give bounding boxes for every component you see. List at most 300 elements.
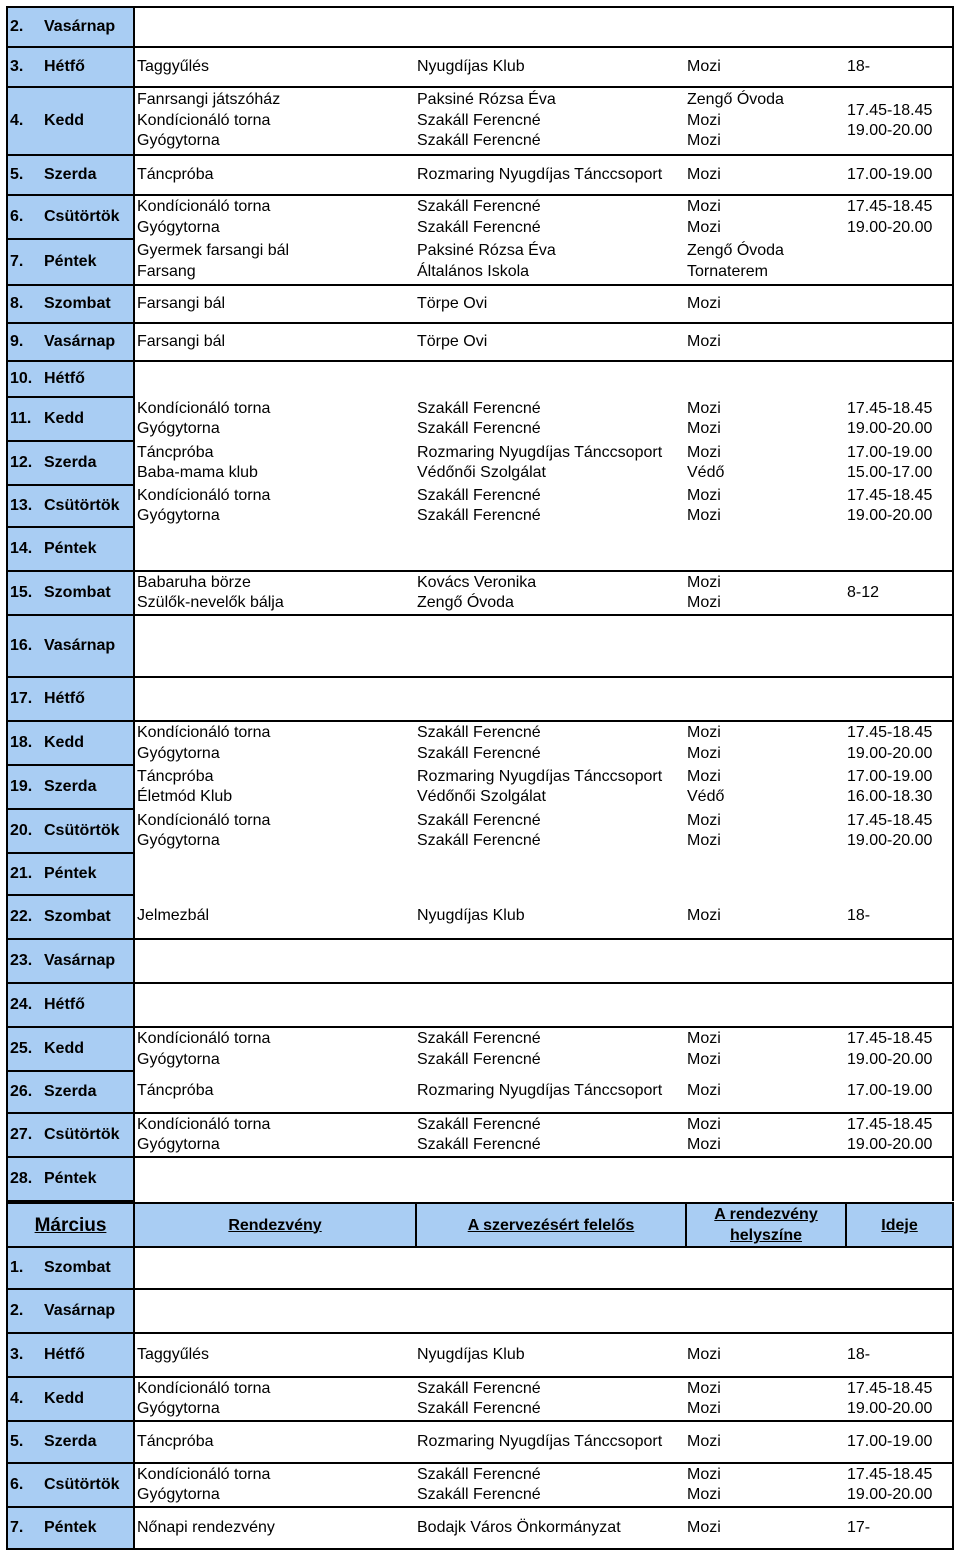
- day-cell: [7, 1463, 134, 1507]
- event-name: Taggyűlés: [137, 57, 210, 75]
- time: 18-: [847, 907, 871, 925]
- venue: Mozi: [687, 811, 721, 829]
- venue-column: [685, 165, 845, 186]
- events-grid: [135, 399, 952, 440]
- organizer-column: [415, 1115, 685, 1156]
- event-name-column: [135, 197, 415, 238]
- organizer: Szakáll Ferencné: [417, 420, 541, 437]
- venue: Mozi: [687, 1345, 721, 1363]
- day-number: 12.: [10, 454, 33, 471]
- event-name: Kondícionáló torna: [137, 399, 271, 417]
- day-number: 4.: [10, 1390, 24, 1407]
- day-cell: [7, 1289, 134, 1333]
- day-name: Szombat: [44, 295, 111, 312]
- venue: Mozi: [687, 724, 721, 741]
- time: 19.00-20.00: [847, 420, 933, 437]
- venue: Mozi: [687, 57, 721, 75]
- time: 17.45-18.45: [847, 1030, 933, 1047]
- events-grid: [135, 723, 952, 764]
- events-cell: [134, 323, 953, 361]
- events-cell: [134, 155, 953, 195]
- organizer-column: [415, 197, 685, 238]
- day-cell: [7, 809, 134, 853]
- events-cell: [134, 1071, 953, 1113]
- day-row: [7, 1289, 953, 1333]
- day-cell: [7, 1113, 134, 1157]
- venue-column: [685, 1518, 845, 1539]
- day-cell: [7, 853, 134, 895]
- day-number: 8.: [10, 295, 24, 312]
- venue: Mozi: [687, 294, 721, 312]
- time: 19.00-20.00: [847, 1050, 933, 1068]
- events-cell: [134, 239, 953, 285]
- day-name: Péntek: [44, 540, 97, 557]
- day-row: [7, 485, 953, 527]
- time-column: [845, 1432, 952, 1453]
- organizer-column: [415, 1379, 685, 1420]
- day-cell: [7, 47, 134, 87]
- organizer-column: [415, 165, 685, 186]
- day-cell: [7, 721, 134, 765]
- events-cell: [134, 1113, 953, 1157]
- event-name-column: [135, 1345, 415, 1366]
- event-name: Kondícionáló torna: [137, 1115, 271, 1133]
- events-grid: [135, 906, 952, 927]
- event-name: Baba-mama klub: [137, 464, 258, 481]
- day-number: 16.: [10, 637, 33, 654]
- day-name: Kedd: [44, 1390, 84, 1407]
- day-name: Szerda: [44, 454, 97, 471]
- day-cell: [7, 895, 134, 939]
- organizer: Szakáll Ferencné: [417, 1465, 541, 1483]
- day-number: 22.: [10, 908, 33, 925]
- organizer: Paksiné Rózsa Éva: [417, 91, 556, 109]
- organizer: Kovács Veronika: [417, 573, 537, 591]
- time: 17.45-18.45: [847, 198, 933, 215]
- time-column: [845, 583, 952, 604]
- event-name: Gyógytorna: [137, 1050, 220, 1068]
- venue-column: [685, 1345, 845, 1366]
- organizer: Paksiné Rózsa Éva: [417, 242, 556, 259]
- venue: Védő: [687, 464, 725, 481]
- venue-column: [685, 1081, 845, 1102]
- day-cell: [7, 285, 134, 323]
- march-table: [6, 1202, 954, 1550]
- day-number: 7.: [10, 1519, 24, 1536]
- day-number: 13.: [10, 497, 33, 514]
- events-cell: [134, 983, 953, 1027]
- organizer: Bodajk Város Önkormányzat: [417, 1518, 621, 1536]
- event-name-column: [135, 723, 415, 764]
- event-name-column: [135, 1115, 415, 1156]
- time-column: [845, 723, 952, 764]
- day-row: [7, 939, 953, 983]
- day-number: 23.: [10, 952, 33, 969]
- events-grid: [135, 1379, 952, 1420]
- event-name-column: [135, 486, 415, 527]
- event-name-column: [135, 1081, 415, 1102]
- time-column: [845, 399, 952, 440]
- event-schedule-sheet: [6, 6, 954, 1550]
- day-cell: [7, 1247, 134, 1289]
- day-number: 28.: [10, 1170, 33, 1187]
- venue: Mozi: [687, 907, 721, 925]
- march-header-row: [7, 1203, 953, 1247]
- day-row: [7, 1247, 953, 1289]
- day-number: 14.: [10, 540, 33, 557]
- event-name: Nőnapi rendezvény: [137, 1518, 275, 1536]
- time: 19.00-20.00: [847, 507, 933, 524]
- day-cell: [7, 1377, 134, 1421]
- day-row: [7, 1377, 953, 1421]
- day-cell: [7, 361, 134, 397]
- event-name: Farsangi bál: [137, 332, 226, 350]
- day-cell: [7, 1027, 134, 1071]
- february-table: [6, 6, 954, 1202]
- day-number: 6.: [10, 208, 24, 225]
- day-number: 19.: [10, 778, 33, 795]
- event-name: Gyógytorna: [137, 1400, 220, 1417]
- venue-column: [685, 1115, 845, 1156]
- day-row: [7, 571, 953, 615]
- events-grid: [135, 767, 952, 808]
- day-name: Vasárnap: [44, 637, 116, 654]
- events-cell: [134, 1333, 953, 1377]
- venue-column: [685, 1379, 845, 1420]
- organizer: Zengő Óvoda: [417, 594, 514, 611]
- time: 17.45-18.45: [847, 724, 933, 741]
- time-column: [845, 165, 952, 186]
- events-grid: [135, 443, 952, 484]
- events-grid: [135, 241, 952, 282]
- time: 17.00-19.00: [847, 767, 933, 785]
- venue-column: [685, 197, 845, 238]
- event-name: Kondícionáló torna: [137, 198, 271, 215]
- day-name: Csütörtök: [44, 208, 120, 225]
- organizer: Rozmaring Nyugdíjas Tánccsoport: [417, 767, 663, 785]
- organizer: Védőnői Szolgálat: [417, 464, 546, 481]
- events-cell: [134, 1157, 953, 1201]
- organizer: Szakáll Ferencné: [417, 486, 541, 504]
- event-name: Táncpróba: [137, 1432, 214, 1450]
- organizer: Szakáll Ferencné: [417, 198, 541, 215]
- events-cell: [134, 677, 953, 721]
- event-name: Szülők-nevelők bálja: [137, 594, 284, 611]
- time: 17.45-18.45: [847, 1379, 933, 1397]
- event-name-column: [135, 57, 415, 78]
- event-name-column: [135, 399, 415, 440]
- organizer: Szakáll Ferencné: [417, 132, 541, 150]
- day-number: 3.: [10, 58, 24, 75]
- venue: Mozi: [687, 399, 721, 417]
- time: 17.45-18.45: [847, 811, 933, 829]
- day-row: [7, 1333, 953, 1377]
- events-cell: [134, 1421, 953, 1463]
- day-row: [7, 983, 953, 1027]
- event-name-column: [135, 1518, 415, 1539]
- organizer-column: [415, 573, 685, 614]
- day-cell: [7, 397, 134, 441]
- day-name: Hétfő: [44, 370, 85, 387]
- header-venue: A rendezvény helyszíne: [686, 1203, 846, 1247]
- time: 19.00-20.00: [847, 1486, 933, 1503]
- day-cell: [7, 87, 134, 155]
- day-row: [7, 1507, 953, 1549]
- organizer-column: [415, 906, 685, 927]
- events-cell: [134, 87, 953, 155]
- event-name: Taggyűlés: [137, 1345, 210, 1363]
- organizer: Szakáll Ferencné: [417, 1486, 541, 1503]
- venue: Mozi: [687, 1082, 721, 1100]
- event-name-column: [135, 241, 415, 282]
- venue: Mozi: [687, 332, 721, 350]
- event-name: Babaruha börze: [137, 573, 251, 591]
- day-row: [7, 1071, 953, 1113]
- day-name: Szerda: [44, 1433, 97, 1450]
- event-name: Gyógytorna: [137, 132, 220, 150]
- events-grid: [135, 332, 952, 353]
- organizer: Rozmaring Nyugdíjas Tánccsoport: [417, 1432, 663, 1450]
- events-cell: [134, 1247, 953, 1289]
- day-name: Vasárnap: [44, 18, 116, 35]
- time: 17.45-18.45: [847, 101, 933, 119]
- day-number: 10.: [10, 370, 33, 387]
- venue: Mozi: [687, 767, 721, 785]
- venue: Mozi: [687, 1518, 721, 1536]
- time: 15.00-17.00: [847, 464, 933, 481]
- events-cell: [134, 1507, 953, 1549]
- events-grid: [135, 486, 952, 527]
- events-cell: [134, 485, 953, 527]
- day-name: Csütörtök: [44, 1476, 120, 1493]
- event-name: Táncpróba: [137, 767, 214, 785]
- time: 17-: [847, 1518, 871, 1536]
- events-cell: [134, 809, 953, 853]
- day-name: Péntek: [44, 865, 97, 882]
- day-name: Péntek: [44, 1519, 97, 1536]
- day-name: Szombat: [44, 584, 111, 601]
- venue-column: [685, 723, 845, 764]
- venue-column: [685, 332, 845, 353]
- organizer: Szakáll Ferencné: [417, 1050, 541, 1068]
- venue: Mozi: [687, 1379, 721, 1397]
- venue-column: [685, 1465, 845, 1506]
- day-cell: [7, 195, 134, 239]
- day-row: [7, 155, 953, 195]
- events-cell: [134, 527, 953, 571]
- venue: Mozi: [687, 165, 721, 183]
- event-name: Kondícionáló torna: [137, 1465, 271, 1483]
- day-cell: [7, 1157, 134, 1201]
- organizer: Szakáll Ferencné: [417, 218, 541, 236]
- time-column: [845, 906, 952, 927]
- venue: Mozi: [687, 1030, 721, 1047]
- event-name: Jelmezbál: [137, 907, 210, 925]
- venue: Mozi: [687, 132, 721, 150]
- organizer: Szakáll Ferencné: [417, 724, 541, 741]
- organizer: Szakáll Ferencné: [417, 1115, 541, 1133]
- day-name: Csütörtök: [44, 822, 120, 839]
- venue-column: [685, 486, 845, 527]
- organizer: Védőnői Szolgálat: [417, 788, 546, 805]
- event-name: Kondícionáló torna: [137, 811, 271, 829]
- day-cell: [7, 485, 134, 527]
- venue-column: [685, 294, 845, 315]
- organizer: Szakáll Ferencné: [417, 507, 541, 524]
- event-name: Farsangi bál: [137, 294, 226, 312]
- day-number: 7.: [10, 253, 24, 270]
- day-row: [7, 1157, 953, 1201]
- time-column: [845, 1115, 952, 1156]
- venue: Mozi: [687, 1465, 721, 1483]
- day-name: Kedd: [44, 112, 84, 129]
- day-row: [7, 397, 953, 441]
- organizer-column: [415, 57, 685, 78]
- organizer: Szakáll Ferencné: [417, 1400, 541, 1417]
- header-time: Ideje: [846, 1203, 953, 1247]
- event-name: Táncpróba: [137, 443, 214, 461]
- venue: Mozi: [687, 1432, 721, 1450]
- organizer: Szakáll Ferencné: [417, 111, 541, 129]
- day-row: [7, 527, 953, 571]
- event-name-column: [135, 811, 415, 852]
- venue: Mozi: [687, 573, 721, 591]
- day-number: 18.: [10, 734, 33, 751]
- organizer: Szakáll Ferencné: [417, 1030, 541, 1047]
- day-cell: [7, 765, 134, 809]
- day-row: [7, 721, 953, 765]
- organizer: Szakáll Ferencné: [417, 744, 541, 762]
- header-month: Március: [7, 1203, 134, 1247]
- day-cell: [7, 1507, 134, 1549]
- event-name: Gyógytorna: [137, 420, 220, 437]
- day-name: Szerda: [44, 778, 97, 795]
- day-cell: [7, 615, 134, 677]
- day-row: [7, 809, 953, 853]
- day-name: Szerda: [44, 1083, 97, 1100]
- event-name-column: [135, 332, 415, 353]
- time: 8-12: [847, 583, 880, 601]
- event-name: Gyógytorna: [137, 1486, 220, 1503]
- venue-column: [685, 90, 845, 152]
- events-cell: [134, 765, 953, 809]
- time-column: [845, 1029, 952, 1070]
- events-cell: [134, 285, 953, 323]
- venue-column: [685, 1432, 845, 1453]
- event-name-column: [135, 443, 415, 484]
- organizer: Szakáll Ferencné: [417, 1379, 541, 1397]
- time-column: [845, 197, 952, 238]
- venue-column: [685, 811, 845, 852]
- organizer: Nyugdíjas Klub: [417, 57, 525, 75]
- day-number: 3.: [10, 1346, 24, 1363]
- time: 17.45-18.45: [847, 1465, 933, 1483]
- organizer-column: [415, 486, 685, 527]
- event-name: Kondícionáló torna: [137, 724, 271, 741]
- event-name-column: [135, 294, 415, 315]
- day-name: Szombat: [44, 1259, 111, 1276]
- event-name: Farsang: [137, 262, 196, 280]
- day-number: 25.: [10, 1040, 33, 1057]
- events-cell: [134, 441, 953, 485]
- venue: Mozi: [687, 486, 721, 504]
- day-cell: [7, 1421, 134, 1463]
- events-grid: [135, 90, 952, 152]
- venue: Mozi: [687, 1136, 721, 1153]
- day-cell: [7, 527, 134, 571]
- events-grid: [135, 811, 952, 852]
- organizer: Szakáll Ferencné: [417, 832, 541, 849]
- event-name: Kondícionáló torna: [137, 111, 271, 129]
- organizer-column: [415, 1465, 685, 1506]
- venue: Zengő Óvoda: [687, 91, 784, 109]
- events-grid: [135, 197, 952, 238]
- day-number: 2.: [10, 18, 24, 35]
- venue: Tornaterem: [687, 262, 768, 280]
- venue: Mozi: [687, 420, 721, 437]
- time: 17.00-19.00: [847, 443, 933, 461]
- organizer: Nyugdíjas Klub: [417, 1345, 525, 1363]
- organizer: Szakáll Ferencné: [417, 399, 541, 417]
- venue: Mozi: [687, 111, 721, 129]
- events-cell: [134, 397, 953, 441]
- venue-column: [685, 767, 845, 808]
- venue: Mozi: [687, 1486, 721, 1503]
- time: 19.00-20.00: [847, 832, 933, 849]
- venue: Mozi: [687, 594, 721, 611]
- event-name-column: [135, 90, 415, 152]
- organizer-column: [415, 294, 685, 315]
- event-name: Gyógytorna: [137, 744, 220, 762]
- day-number: 26.: [10, 1083, 33, 1100]
- day-cell: [7, 1071, 134, 1113]
- day-name: Csütörtök: [44, 1126, 120, 1143]
- organizer: Rozmaring Nyugdíjas Tánccsoport: [417, 1082, 663, 1100]
- event-name: Gyógytorna: [137, 218, 220, 236]
- time-column: [845, 1345, 952, 1366]
- event-name: Kondícionáló torna: [137, 486, 271, 504]
- day-cell: [7, 983, 134, 1027]
- events-cell: [134, 939, 953, 983]
- day-number: 9.: [10, 333, 24, 350]
- organizer: Rozmaring Nyugdíjas Tánccsoport: [417, 443, 663, 461]
- venue: Mozi: [687, 218, 721, 236]
- day-number: 5.: [10, 1433, 24, 1450]
- organizer: Szakáll Ferencné: [417, 1136, 541, 1153]
- day-number: 27.: [10, 1126, 33, 1143]
- day-cell: [7, 239, 134, 285]
- venue-column: [685, 1029, 845, 1070]
- event-name: Táncpróba: [137, 1082, 214, 1100]
- day-number: 17.: [10, 690, 33, 707]
- events-grid: [135, 294, 952, 315]
- event-name-column: [135, 1379, 415, 1420]
- event-name: Kondícionáló torna: [137, 1379, 271, 1397]
- day-row: [7, 765, 953, 809]
- day-name: Kedd: [44, 410, 84, 427]
- venue-column: [685, 57, 845, 78]
- events-cell: [134, 361, 953, 397]
- day-row: [7, 285, 953, 323]
- events-cell: [134, 1463, 953, 1507]
- organizer: Törpe Ovi: [417, 332, 488, 350]
- time-column: [845, 101, 952, 142]
- organizer-column: [415, 723, 685, 764]
- day-name: Péntek: [44, 253, 97, 270]
- events-grid: [135, 1115, 952, 1156]
- event-name-column: [135, 165, 415, 186]
- events-grid: [135, 1432, 952, 1453]
